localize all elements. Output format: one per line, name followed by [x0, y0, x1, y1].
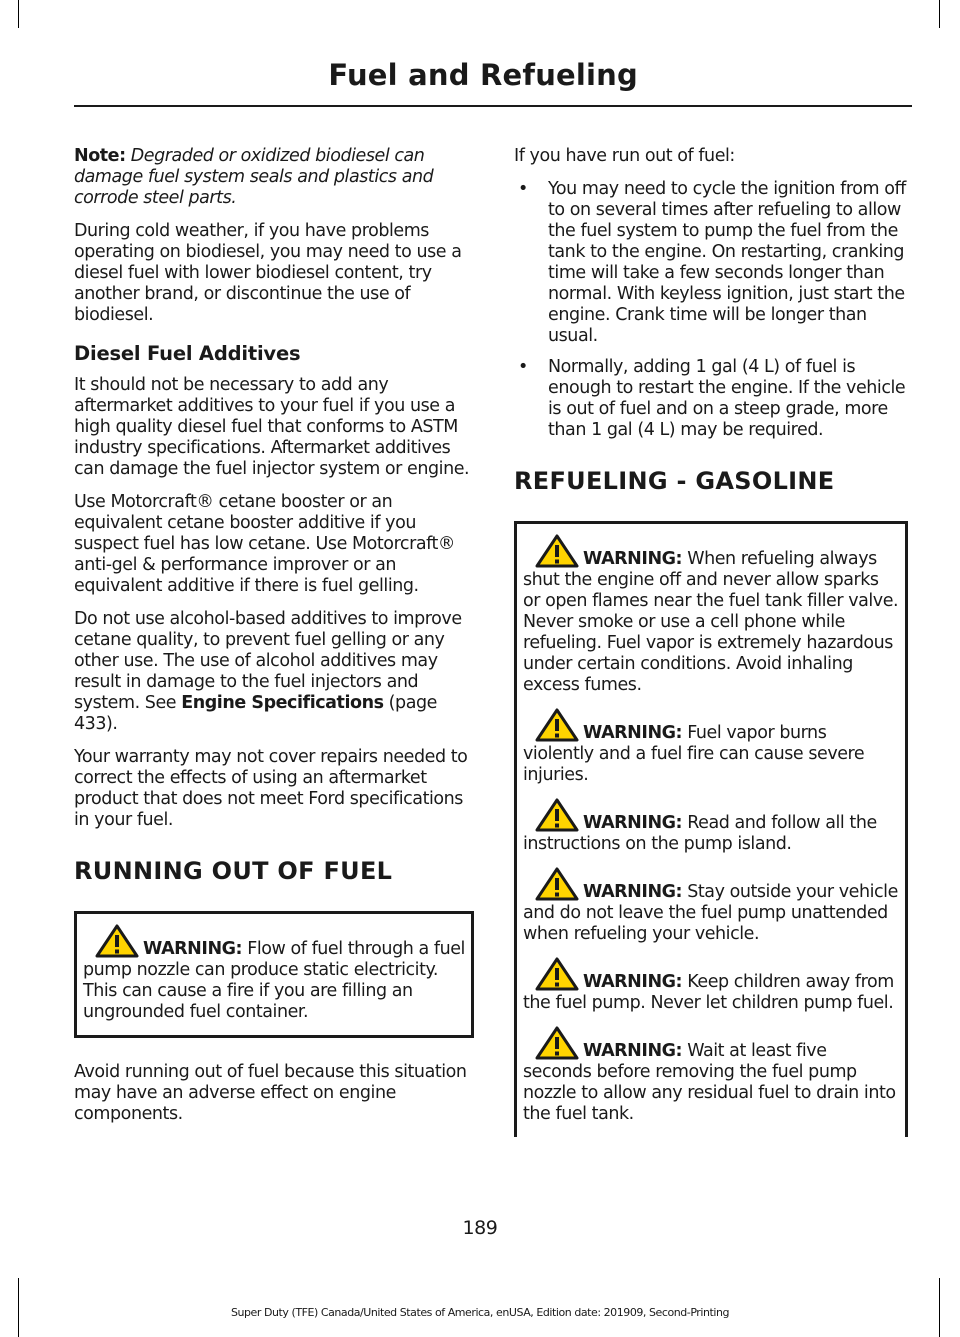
list-item: • You may need to cycle the ignition from off to on several times after refueling to allow the fuel system to pump the fuel from the tank to the engine. On restarting, cranking time will take a few seconds longer than normal. With keyless ignition, just start the engine. Crank time will be longer than usual. [518, 179, 906, 346]
avoid-paragraph: Avoid running out of fuel because this situation may have an adverse effect on engine components. [74, 1062, 467, 1124]
refueling-gasoline-heading: REFUELING - GASOLINE [514, 467, 835, 495]
bullet-dot: • [518, 357, 528, 377]
run-out-intro: If you have run out of fuel: [514, 146, 735, 166]
list-item: • Normally, adding 1 gal (4 L) of fuel is enough to restart the engine. If the vehicle is out of fuel and on a steep grade, more than 1 gal (4 L) may be required. [518, 357, 906, 440]
warning-label: WARNING: [143, 939, 243, 959]
cold-weather-paragraph: During cold weather, if you have problems operating on biodiesel, you may need to use a diesel fuel with lower biodiesel content, try another brand, or discontinue the use of biodiesel. [74, 221, 462, 325]
page-number: 189 [462, 1217, 498, 1239]
note-label: Note: [74, 146, 126, 166]
engine-specifications-link[interactable]: Engine Specifications [181, 693, 384, 713]
note-paragraph [74, 146, 474, 209]
alcohol-text: Do not use alcohol-based additives to improve cetane quality, to prevent fuel gelling or any other use. The use of alcohol additives may result in damage to the fuel injectors and system. See [74, 609, 462, 713]
bullet-dot: • [518, 179, 528, 199]
warning-label: WARNING: [583, 549, 683, 569]
additives-paragraph-2: Use Motorcraft® cetane booster or an equivalent cetane booster additive if you suspect fuel has low cetane. Use Motorcraft® anti-gel & performance improver or an equivalent additive if there is fuel gelling. [74, 492, 455, 596]
additives-heading: Diesel Fuel Additives [74, 342, 301, 365]
warning-item [83, 924, 465, 1023]
warning-text: Read and follow all the instructions on the pump island. [523, 813, 877, 854]
page-reference: (page 433). [74, 693, 437, 734]
header-divider [74, 105, 912, 107]
left-column [74, 146, 474, 1137]
warning-text: Keep children away from the fuel pump. Never let children pump fuel. [523, 972, 894, 1013]
warning-text: Wait at least five seconds before removing the fuel pump nozzle to allow any residual fuel to drain into the fuel tank. [523, 1041, 896, 1124]
warning-text: Fuel vapor burns violently and a fuel fire can cause severe injuries. [523, 723, 865, 785]
warning-item [523, 798, 899, 855]
warning-triangle-icon [95, 924, 139, 958]
warning-item [523, 708, 899, 786]
right-column [514, 146, 908, 1161]
warning-triangle-icon [535, 708, 579, 742]
warning-triangle-icon [535, 867, 579, 901]
warning-triangle-icon [535, 1026, 579, 1060]
warranty-paragraph: Your warranty may not cover repairs needed to correct the effects of using an aftermarket product that does not meet Ford specifications in your fuel. [74, 747, 468, 830]
run-out-bullet-list [514, 179, 908, 441]
warning-triangle-icon [535, 798, 579, 832]
warning-triangle-icon [535, 534, 579, 568]
alcohol-paragraph [74, 609, 474, 735]
warning-label: WARNING: [583, 882, 683, 902]
warning-label: WARNING: [583, 972, 683, 992]
running-out-warning-box [74, 911, 474, 1038]
footer-edition-info: Super Duty (TFE) Canada/United States of America, enUSA, Edition date: 201909, Second-Printing [230, 1306, 730, 1319]
warning-item [523, 867, 899, 945]
warning-text: When refueling always shut the engine off and never allow sparks or open flames near the fuel tank filler valve. Never smoke or use a cell phone while refueling. Fuel vapor is extremely hazardous under certain conditions. Avoid inhaling excess fumes. [523, 549, 899, 695]
additives-paragraph-1: It should not be necessary to add any aftermarket additives to your fuel if you use a high quality diesel fuel that conforms to ASTM industry specifications. Aftermarket additives can damage the fuel injector system or engine. [74, 375, 470, 479]
warning-label: WARNING: [583, 1041, 683, 1061]
warning-label: WARNING: [583, 813, 683, 833]
crop-mark [18, 0, 19, 28]
warning-label: WARNING: [583, 723, 683, 743]
warning-triangle-icon [535, 957, 579, 991]
note-text: Degraded or oxidized biodiesel can damage fuel system seals and plastics and corrode steel parts. [74, 146, 434, 208]
warning-item [523, 1026, 899, 1125]
page-title: Fuel and Refueling [328, 58, 638, 92]
warning-text: Flow of fuel through a fuel pump nozzle can produce static electricity. This can cause a fire if you are filling an ungrounded fuel container. [83, 939, 465, 1022]
warning-item [523, 957, 899, 1014]
running-out-heading: RUNNING OUT OF FUEL [74, 857, 393, 885]
crop-mark [939, 0, 940, 28]
warning-item [523, 534, 899, 696]
warning-text: Stay outside your vehicle and do not leave the fuel pump unattended when refueling your vehicle. [523, 882, 898, 944]
refueling-warning-box [514, 521, 908, 1137]
